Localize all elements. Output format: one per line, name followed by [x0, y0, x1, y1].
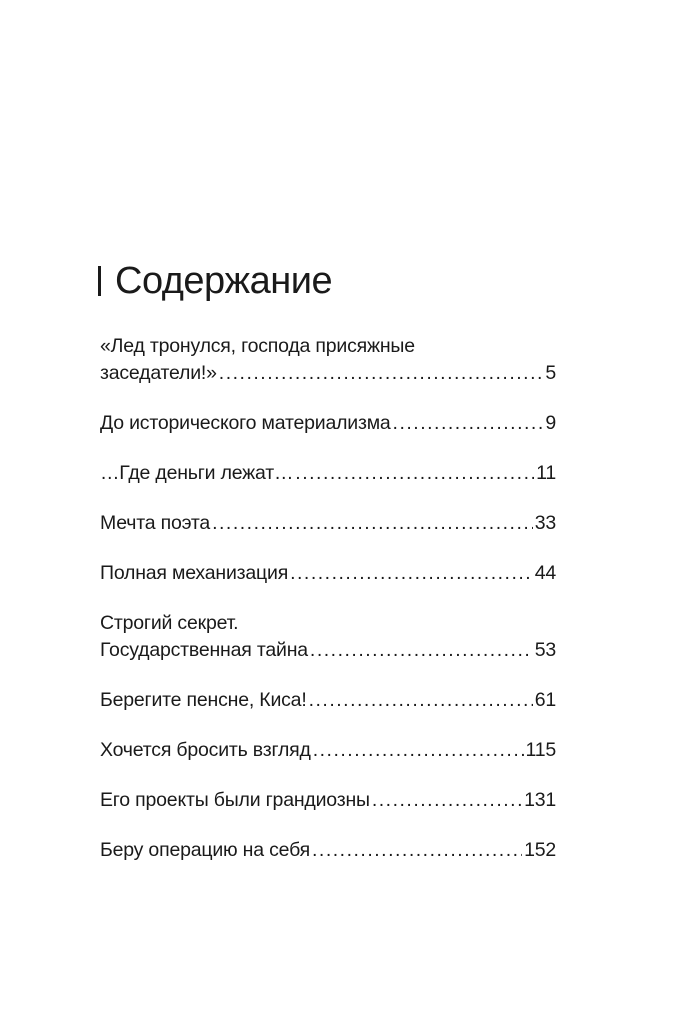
dot-leader [372, 787, 522, 814]
contents-heading [98, 258, 332, 304]
toc-entry-row [100, 360, 556, 387]
toc-entry[interactable] [100, 560, 556, 587]
dot-leader [393, 410, 544, 437]
toc-entry[interactable] [100, 837, 556, 864]
dot-leader [310, 637, 533, 664]
dot-leader [212, 510, 533, 537]
toc-entry-row [100, 687, 556, 714]
toc-entry-page: 9 [545, 412, 556, 434]
toc-entry-row [100, 460, 556, 487]
toc-entry-page: 61 [534, 689, 556, 711]
dot-leader [313, 737, 524, 764]
toc-entry-title: …Где деньги лежат… [100, 462, 294, 484]
toc-entry-title: Беру операцию на себя [100, 839, 310, 861]
toc-entry-row [100, 837, 556, 864]
heading-rule [98, 266, 101, 296]
toc-entry-page: 131 [524, 789, 556, 811]
toc-entry-title: Полная механизация [100, 562, 289, 584]
toc-entry-title: Хочется бросить взгляд [100, 739, 311, 761]
toc-entry-title: Его проекты были грандиозны [100, 789, 370, 811]
toc-entry-page: 53 [534, 639, 556, 661]
toc-entry[interactable] [100, 460, 556, 487]
toc-entry[interactable] [100, 333, 556, 387]
toc-entry-page: 115 [525, 739, 556, 761]
toc-entry-page: 11 [536, 462, 556, 484]
toc-entry[interactable] [100, 610, 556, 664]
table-of-contents [100, 333, 556, 887]
toc-entry-title: Мечта поэта [100, 512, 211, 534]
toc-entry-page: 5 [545, 362, 556, 384]
toc-entry-page: 33 [534, 512, 556, 534]
toc-entry[interactable] [100, 737, 556, 764]
dot-leader [219, 360, 544, 387]
toc-entry-title: Государственная тайна [100, 639, 308, 661]
toc-entry-title: Берегите пенсне, Киса! [100, 689, 307, 711]
dot-leader [290, 560, 533, 587]
toc-entry-title: До исторического материализма [100, 412, 391, 434]
dot-leader [295, 460, 534, 487]
dot-leader [312, 837, 522, 864]
toc-entry-title-line1: Строгий секрет. [100, 612, 239, 634]
toc-entry[interactable] [100, 687, 556, 714]
toc-entry-page: 152 [524, 839, 556, 861]
toc-entry[interactable] [100, 510, 556, 537]
toc-entry[interactable] [100, 410, 556, 437]
toc-entry-row [100, 510, 556, 537]
toc-entry-row [100, 737, 556, 764]
dot-leader [309, 687, 533, 714]
toc-entry[interactable] [100, 787, 556, 814]
toc-entry-title-line1: «Лед тронулся, господа присяжные [100, 335, 415, 357]
toc-entry-row [100, 637, 556, 664]
page-title: Содержание [115, 260, 333, 302]
toc-entry-row [100, 410, 556, 437]
toc-entry-page: 44 [534, 562, 556, 584]
toc-entry-row [100, 560, 556, 587]
toc-entry-row [100, 787, 556, 814]
toc-entry-title: заседатели!» [100, 362, 217, 384]
